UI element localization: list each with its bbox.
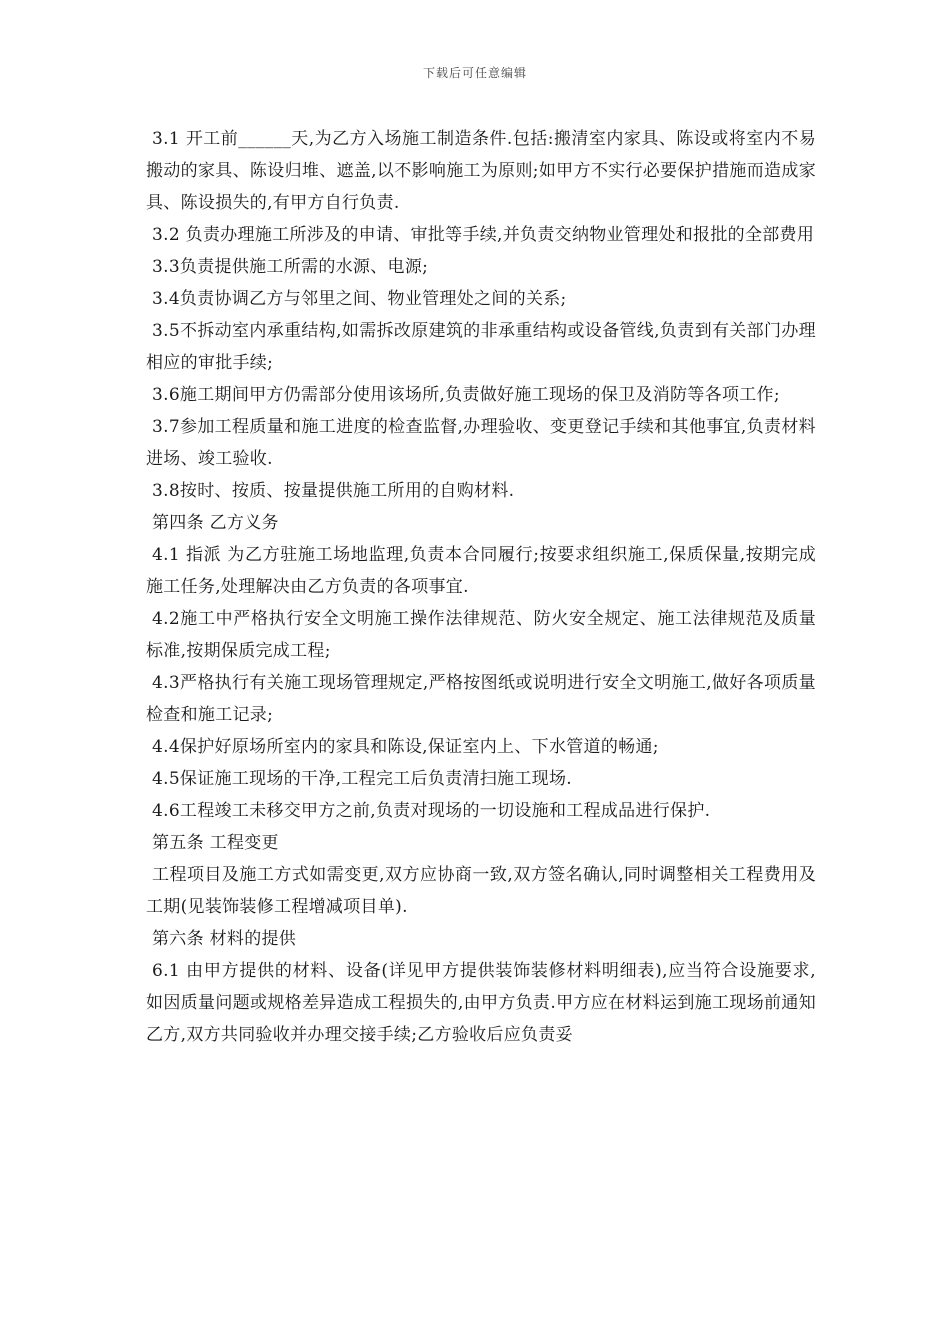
paragraph: 4.3严格执行有关施工现场管理规定,严格按图纸或说明进行安全文明施工,做好各项质量检查和施工记录; xyxy=(146,673,816,725)
paragraph: 3.3负责提供施工所需的水源、电源; xyxy=(152,257,429,277)
page-header: 下载后可任意编辑 xyxy=(422,66,527,80)
document-body xyxy=(146,123,816,1051)
paragraph: 3.2 负责办理施工所涉及的申请、审批等手续,并负责交纳物业管理处和报批的全部费用 xyxy=(152,225,815,245)
paragraph: 6.1 由甲方提供的材料、设备(详见甲方提供装饰装修材料明细表),应当符合设施要求,如因质量问题或规格差异造成工程损失的,由甲方负责.甲方应在材料运到施工现场前通知乙方,双方共同验收并办理交接手续;乙方验收后应负责妥 xyxy=(146,961,816,1045)
paragraph: 3.7参加工程质量和施工进度的检查监督,办理验收、变更登记手续和其他事宜,负责材料进场、竣工验收. xyxy=(146,417,816,469)
paragraph: 3.5不拆动室内承重结构,如需拆改原建筑的非承重结构或设备管线,负责到有关部门办理相应的审批手续; xyxy=(146,321,816,373)
section-heading: 第五条 工程变更 xyxy=(152,833,279,853)
paragraph: 4.5保证施工现场的干净,工程完工后负责清扫施工现场. xyxy=(152,769,572,789)
paragraph: 3.4负责协调乙方与邻里之间、物业管理处之间的关系; xyxy=(152,289,567,309)
paragraph: 3.6施工期间甲方仍需部分使用该场所,负责做好施工现场的保卫及消防等各项工作; xyxy=(152,385,780,405)
paragraph: 4.2施工中严格执行安全文明施工操作法律规范、防火安全规定、施工法律规范及质量标准,按期保质完成工程; xyxy=(146,609,816,661)
paragraph: 3.1 开工前______天,为乙方入场施工制造条件.包括:搬清室内家具、陈设或将室内不易搬动的家具、陈设归堆、遮盖,以不影响施工为原则;如甲方不实行必要保护措施而造成家具、陈设损失的,有甲方自行负责. xyxy=(146,129,816,213)
section-heading: 第四条 乙方义务 xyxy=(152,513,279,533)
paragraph: 3.8按时、按质、按量提供施工所用的自购材料. xyxy=(152,481,515,501)
section-heading: 第六条 材料的提供 xyxy=(152,929,297,949)
paragraph: 4.1 指派 为乙方驻施工场地监理,负责本合同履行;按要求组织施工,保质保量,按期完成施工任务,处理解决由乙方负责的各项事宜. xyxy=(146,545,816,597)
paragraph: 工程项目及施工方式如需变更,双方应协商一致,双方签名确认,同时调整相关工程费用及工期(见装饰装修工程增减项目单). xyxy=(146,865,816,917)
paragraph: 4.6工程竣工未移交甲方之前,负责对现场的一切设施和工程成品进行保护. xyxy=(152,801,711,821)
paragraph: 4.4保护好原场所室内的家具和陈设,保证室内上、下水管道的畅通; xyxy=(152,737,659,757)
